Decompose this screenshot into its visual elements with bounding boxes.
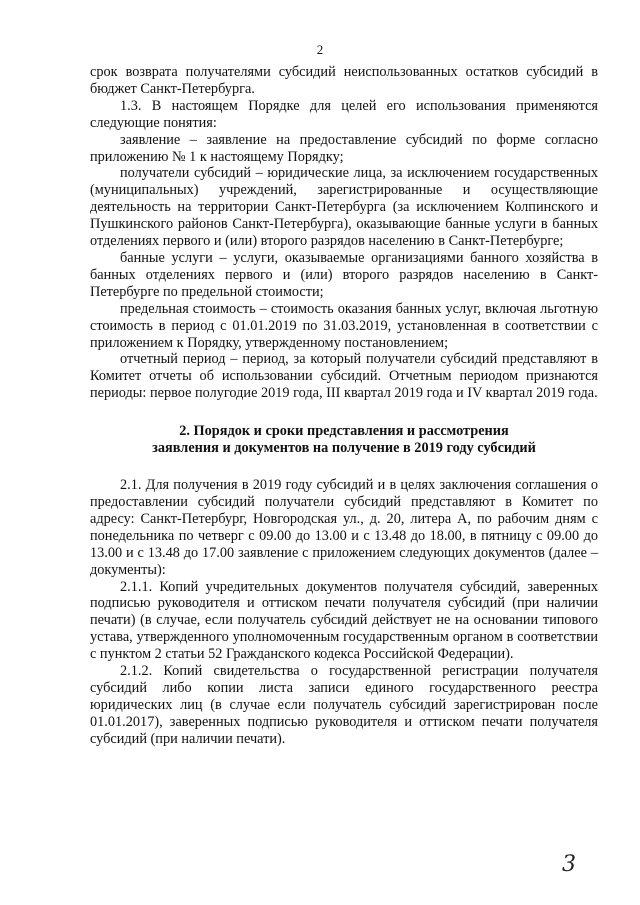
section-heading xyxy=(90,423,598,457)
paragraph-continuation: срок возврата получателями субсидий неиспользованных остатков субсидий в бюджет Санкт-Петербурга. xyxy=(90,64,598,97)
paragraph-2-1-2: 2.1.2. Копий свидетельства о государственной регистрации получателя субсидий либо копии листа записи единого государственного реестра юридических лиц (в случае если получатель субсидий зарегистрирован после 01.01.2017), заверенных подписью руководителя и оттиском печати получателя субсидий (при наличии печати). xyxy=(90,663,598,747)
definition-recipients: получатели субсидий – юридические лица, за исключением государственных (муниципальных) учреждений, зарегистрированные и осуществляющие деятельность на территории Санкт-Петербурга (за исключением Колпинского и Пушкинского районов Санкт-Петербурга), оказывающие банные услуги в банных отделениях первого и (или) второго разрядов населению в Санкт-Петербурге; xyxy=(90,165,598,250)
definition-bath-services: банные услуги – услуги, оказываемые организациями банного хозяйства в банных отделениях первого и (или) второго разрядов населению в Санкт-Петербурге по предельной стоимости; xyxy=(90,249,598,300)
handwritten-page-number: 3 xyxy=(562,852,576,877)
definition-limit-price: предельная стоимость – стоимость оказания банных услуг, включая льготную стоимость в период с 01.01.2019 по 31.03.2019, установленная в соответствии с приложением к Порядку, утвержденному постановлением; xyxy=(90,300,598,351)
definition-reporting-period: отчетный период – период, за который получатели субсидий представляют в Комитет отчеты об использовании субсидий. Отчетным периодом признаются периоды: первое полугодие 2019 года, III квартал 2019 года и IV квартал 2019 года. xyxy=(90,351,598,402)
document-body xyxy=(90,64,598,748)
paragraph-1-3: 1.3. В настоящем Порядке для целей его использования применяются следующие понятия: xyxy=(90,97,598,131)
page-number: 2 xyxy=(316,42,324,57)
paragraph-2-1: 2.1. Для получения в 2019 году субсидий и в целях заключения соглашения о предоставлении субсидий получатели субсидий представляют в Комитет по адресу: Санкт-Петербург, Новгородская ул., д. 20, литера А, по рабочим дням с понедельника по четверг с 09.00 до 13.00 и с 13.48 до 18.00, в пятницу с 09.00 до 13.00 и с 13.48 до 17.00 заявление с приложением следующих документов (далее – документы): xyxy=(90,477,598,578)
section-heading-line-1: 2. Порядок и сроки представления и рассмотрения xyxy=(179,423,509,440)
paragraph-2-1-1: 2.1.1. Копий учредительных документов получателя субсидий, заверенных подписью руководителя и оттиском печати получателя субсидий (при наличии печати) (в случае, если получатель субсидий действует не на основании типового устава, утвержденного уполномоченным государственным органом в соответствии с пунктом 2 статьи 52 Гражданского кодекса Российской Федерации). xyxy=(90,578,598,663)
definition-application: заявление – заявление на предоставление субсидий по форме согласно приложению № 1 к настоящему Порядку; xyxy=(90,131,598,165)
section-heading-line-2: заявления и документов на получение в 2019 году субсидий xyxy=(152,440,536,457)
